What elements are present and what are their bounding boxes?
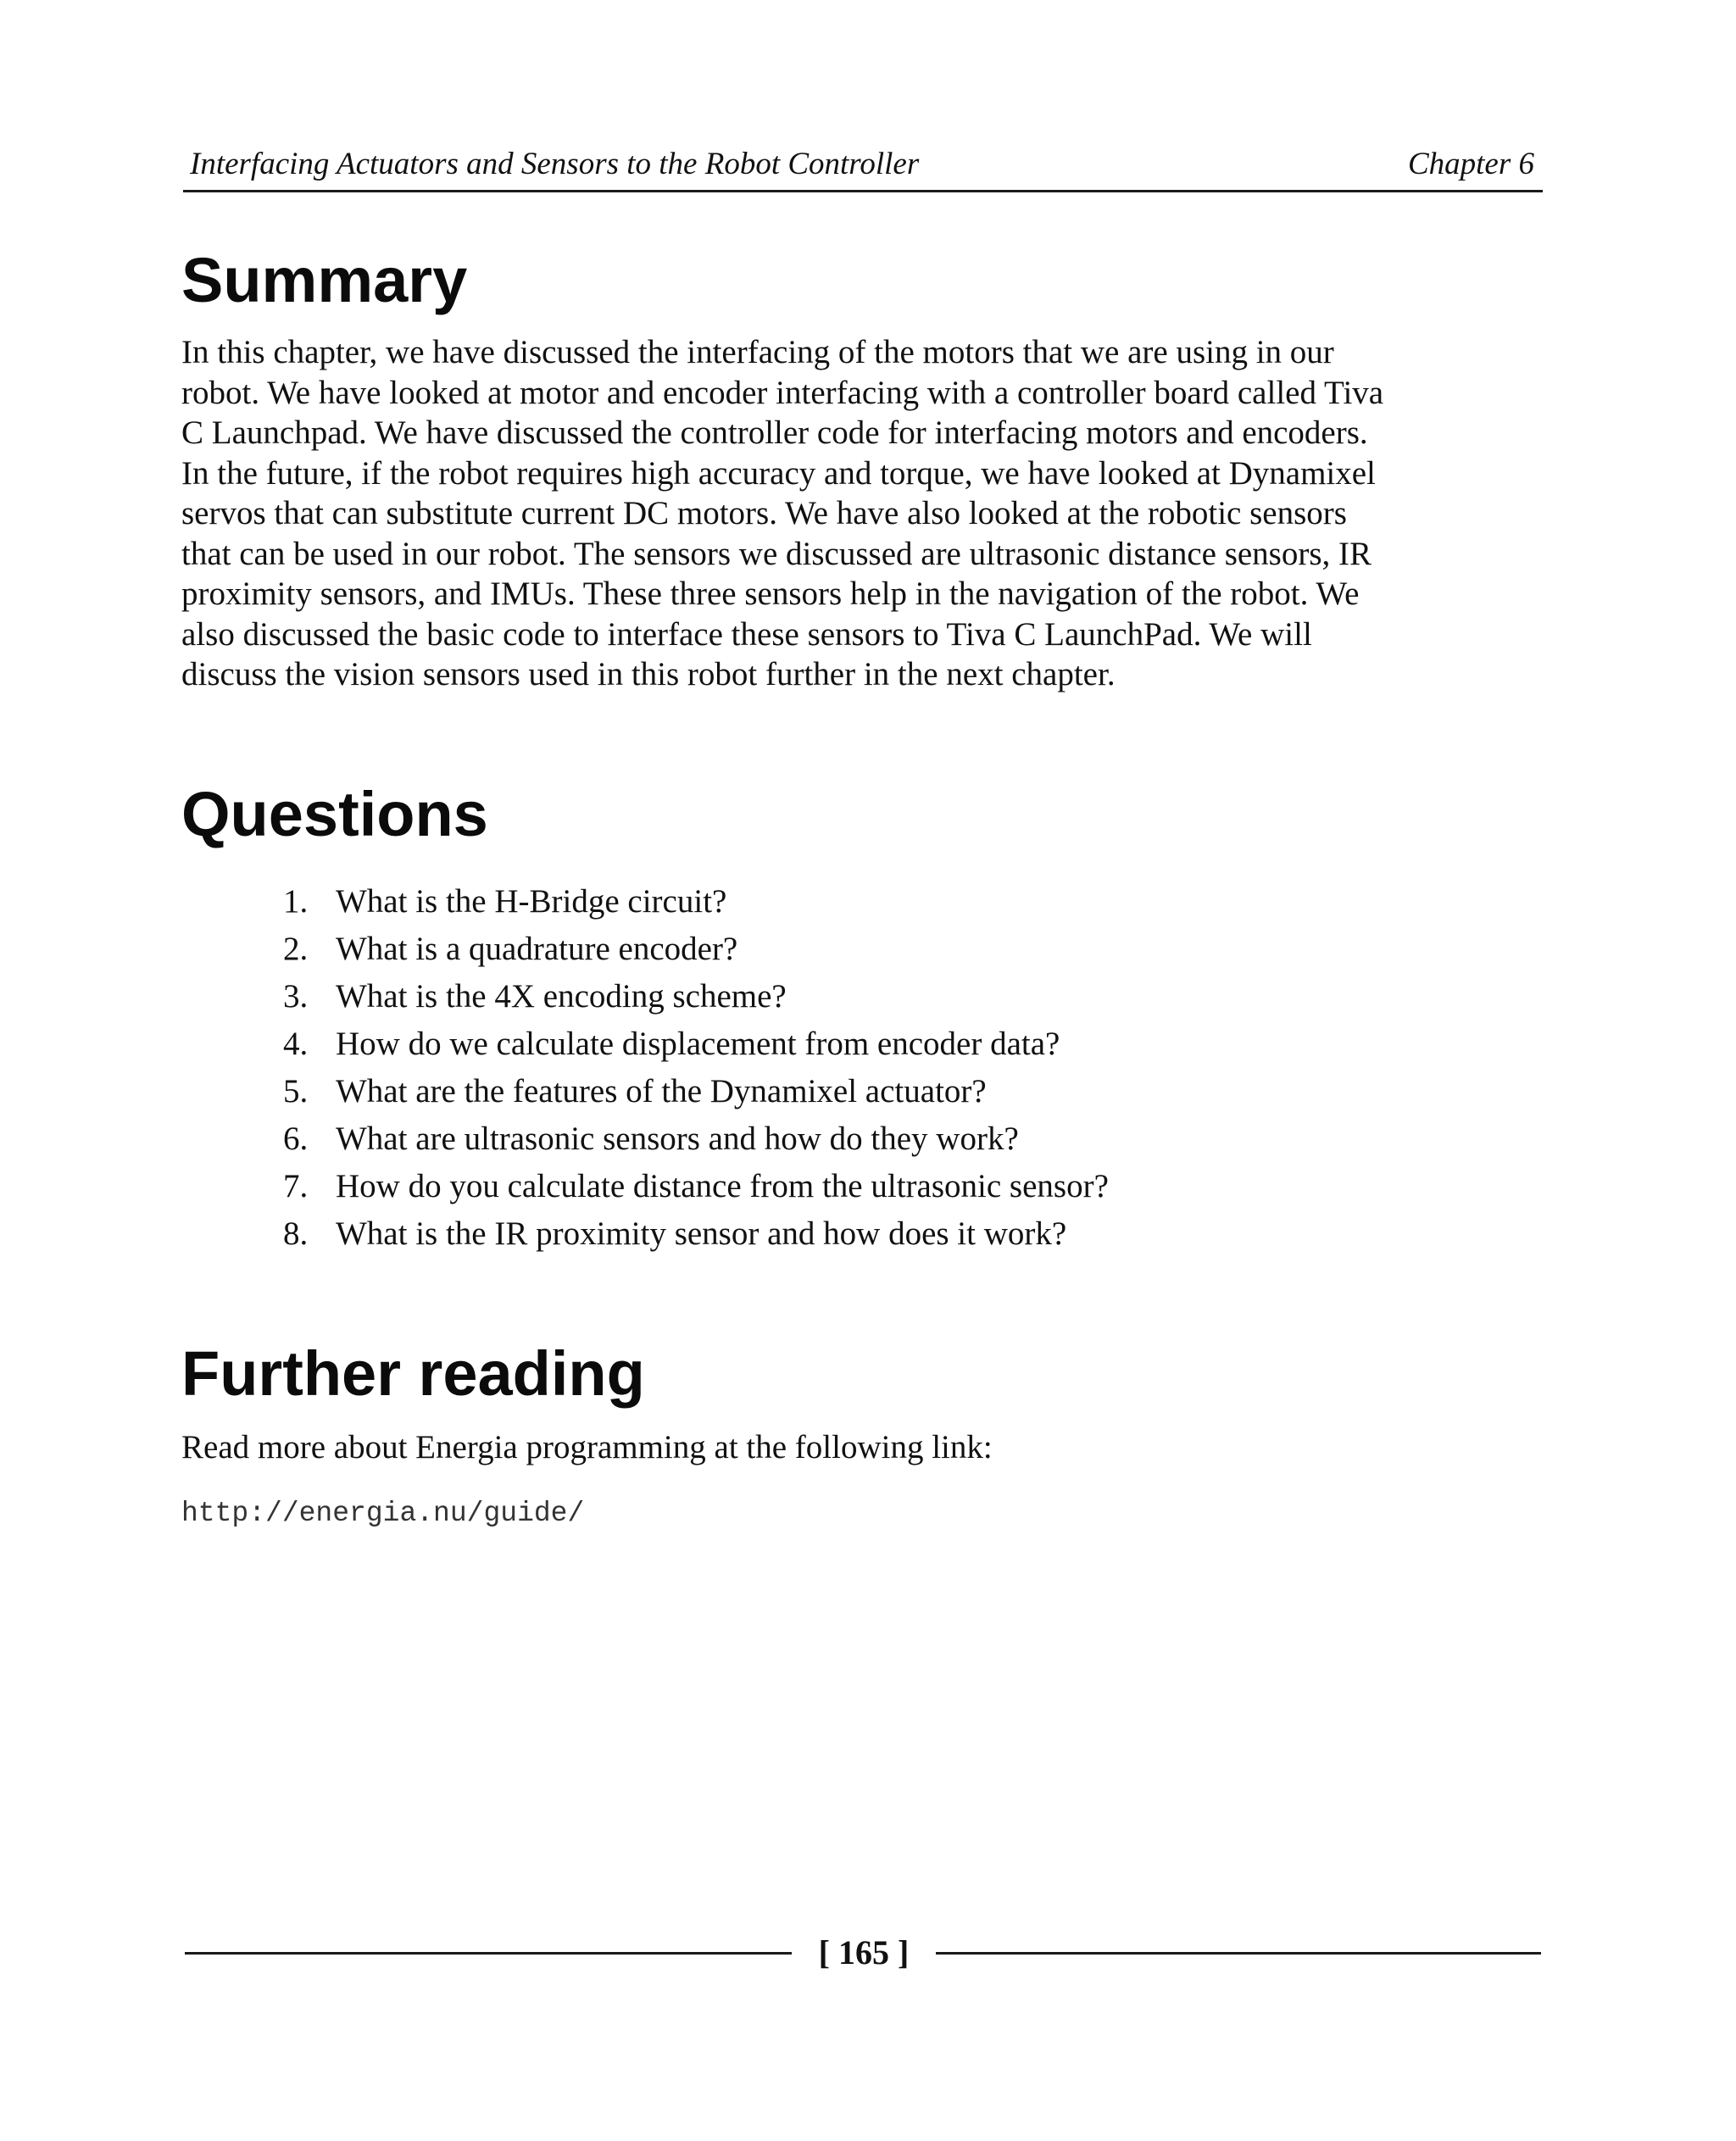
- question-item: [283, 1163, 1109, 1210]
- further-reading-text: Read more about Energia programming at the following link:: [181, 1429, 993, 1465]
- running-header: [183, 142, 1543, 192]
- book-title: Interfacing Actuators and Sensors to the Robot Controller: [190, 147, 920, 181]
- question-text: What is a quadrature encoder?: [336, 931, 738, 967]
- summary-heading: Summary: [181, 245, 468, 315]
- question-item: [283, 1210, 1109, 1258]
- question-number: 6.: [283, 1121, 309, 1157]
- question-number: 4.: [283, 1026, 309, 1062]
- question-number: 7.: [283, 1168, 309, 1204]
- energia-guide-link[interactable]: http://energia.nu/guide/: [181, 1498, 585, 1529]
- question-number: 5.: [283, 1073, 309, 1109]
- further-reading-heading: Further reading: [181, 1338, 645, 1409]
- question-text: How do you calculate distance from the ultrasonic sensor?: [336, 1168, 1109, 1204]
- question-text: What are the features of the Dynamixel actuator?: [336, 1073, 987, 1109]
- footer-rule-left: [185, 1952, 792, 1955]
- question-number: 3.: [283, 978, 309, 1015]
- summary-line: robot. We have looked at motor and encoder interfacing with a controller board called Tiva: [181, 374, 1384, 411]
- questions-heading: Questions: [181, 779, 488, 849]
- questions-list: [283, 878, 1109, 1258]
- question-text: What are ultrasonic sensors and how do they work?: [336, 1121, 1019, 1157]
- question-text: What is the IR proximity sensor and how does it work?: [336, 1215, 1067, 1252]
- question-number: 2.: [283, 931, 309, 967]
- summary-line: also discussed the basic code to interface these sensors to Tiva C LaunchPad. We will: [181, 615, 1312, 653]
- question-item: [283, 1020, 1109, 1068]
- summary-line: discuss the vision sensors used in this robot further in the next chapter.: [181, 656, 1116, 692]
- summary-line: In this chapter, we have discussed the interfacing of the motors that we are using in our: [181, 334, 1334, 370]
- question-item: [283, 973, 1109, 1020]
- question-item: [283, 878, 1109, 926]
- summary-paragraph: [181, 332, 1555, 695]
- page-number: [ 165 ]: [818, 1933, 910, 1971]
- chapter-label: Chapter 6: [1407, 147, 1534, 181]
- summary-line: servos that can substitute current DC motors. We have also looked at the robotic sensors: [181, 495, 1347, 531]
- question-item: [283, 926, 1109, 973]
- summary-line: that can be used in our robot. The sensors we discussed are ultrasonic distance sensors, IR: [181, 535, 1372, 572]
- footer-rule-right: [936, 1952, 1541, 1955]
- question-text: How do we calculate displacement from encoder data?: [336, 1026, 1060, 1062]
- question-item: [283, 1068, 1109, 1115]
- question-number: 8.: [283, 1215, 309, 1252]
- question-item: [283, 1115, 1109, 1163]
- question-number: 1.: [283, 883, 309, 920]
- question-text: What is the 4X encoding scheme?: [336, 978, 787, 1015]
- question-text: What is the H-Bridge circuit?: [336, 883, 727, 920]
- summary-line: In the future, if the robot requires high accuracy and torque, we have looked at Dynamixel: [181, 454, 1376, 492]
- summary-line: proximity sensors, and IMUs. These three sensors help in the navigation of the robot. We: [181, 576, 1360, 612]
- summary-line: C Launchpad. We have discussed the controller code for interfacing motors and encoders.: [181, 414, 1368, 451]
